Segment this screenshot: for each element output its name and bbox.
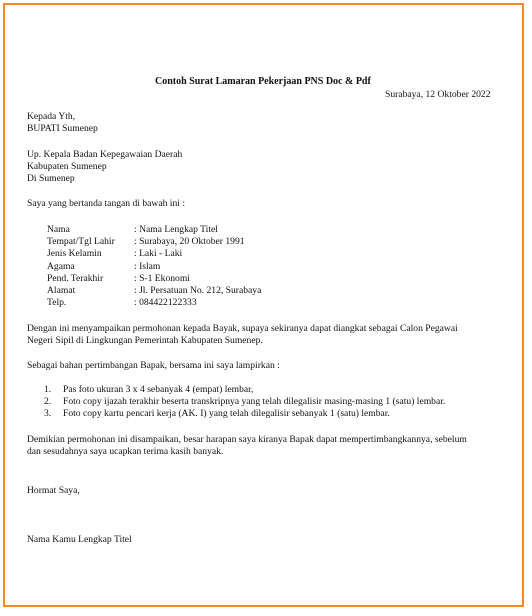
detail-value: : Islam bbox=[134, 261, 161, 272]
recipient-line-2: BUPATI Sumenep bbox=[27, 123, 98, 134]
paragraph-2: Sebagai bahan pertimbangan Bapak, bersama ini saya lampirkan : bbox=[27, 360, 280, 371]
detail-value: : Laki - Laki bbox=[134, 248, 183, 259]
detail-value: : Jl. Persatuan No. 212, Surabaya bbox=[134, 285, 262, 296]
signature-name: Nama Kamu Lengkap Titel bbox=[27, 534, 132, 545]
list-text: Foto copy kartu pencari kerja (AK. I) yang telah dilegalisir sebanyak 1 (satu) lembar. bbox=[63, 408, 390, 419]
salutation: Hormat Saya, bbox=[27, 485, 80, 496]
up-line-3: Di Sumenep bbox=[27, 173, 75, 184]
detail-label: Agama bbox=[47, 261, 75, 272]
detail-label: Nama bbox=[47, 224, 70, 235]
list-number: 2. bbox=[44, 396, 52, 407]
detail-label: Alamat bbox=[47, 285, 76, 296]
closing-line-2: dan sesudahnya saya ucapkan terima kasih banyak. bbox=[27, 446, 224, 457]
date-place: Surabaya, 12 Oktober 2022 bbox=[385, 89, 491, 100]
paragraph-1-line-1: Dengan ini menyampaikan permohonan kepada Bayak, supaya sekiranya dapat diangkat sebagai Calon Pegawai bbox=[27, 323, 458, 334]
detail-value: : S-1 Ekonomi bbox=[134, 273, 190, 284]
detail-value: : 084422122333 bbox=[134, 297, 197, 308]
detail-label: Tempat/Tgl Lahir bbox=[47, 236, 115, 247]
detail-label: Telp. bbox=[47, 297, 67, 308]
detail-value: : Surabaya, 20 Oktober 1991 bbox=[134, 236, 245, 247]
letter-title: Contoh Surat Lamaran Pekerjaan PNS Doc & Pdf bbox=[155, 76, 371, 87]
list-number: 1. bbox=[44, 384, 52, 395]
up-line-1: Up. Kepala Badan Kepegawaian Daerah bbox=[27, 149, 183, 160]
detail-label: Jenis Kelamin bbox=[47, 248, 102, 259]
paragraph-1-line-2: Negeri Sipil di Lingkungan Pemerintah Kabupaten Sumenep. bbox=[27, 335, 263, 346]
list-number: 3. bbox=[44, 408, 52, 419]
detail-label: Pend. Terakhir bbox=[47, 273, 104, 284]
list-text: Foto copy ijazah terakhir beserta transkripnya yang telah dilegalisir masing-masing 1 (satu) lembar. bbox=[63, 396, 446, 407]
detail-value: : Nama Lengkap Titel bbox=[134, 224, 218, 235]
closing-line-1: Demikian permohonan ini disampaikan, besar harapan saya kiranya Bapak dapat mempertimbangkannya, sebelum bbox=[27, 434, 467, 445]
list-text: Pas foto ukuran 3 x 4 sebanyak 4 (empat) lembar, bbox=[63, 384, 254, 395]
up-line-2: Kabupaten Sumenep bbox=[27, 161, 107, 172]
intro-text: Saya yang bertanda tangan di bawah ini : bbox=[27, 198, 185, 209]
recipient-line-1: Kepada Yth, bbox=[27, 111, 76, 122]
